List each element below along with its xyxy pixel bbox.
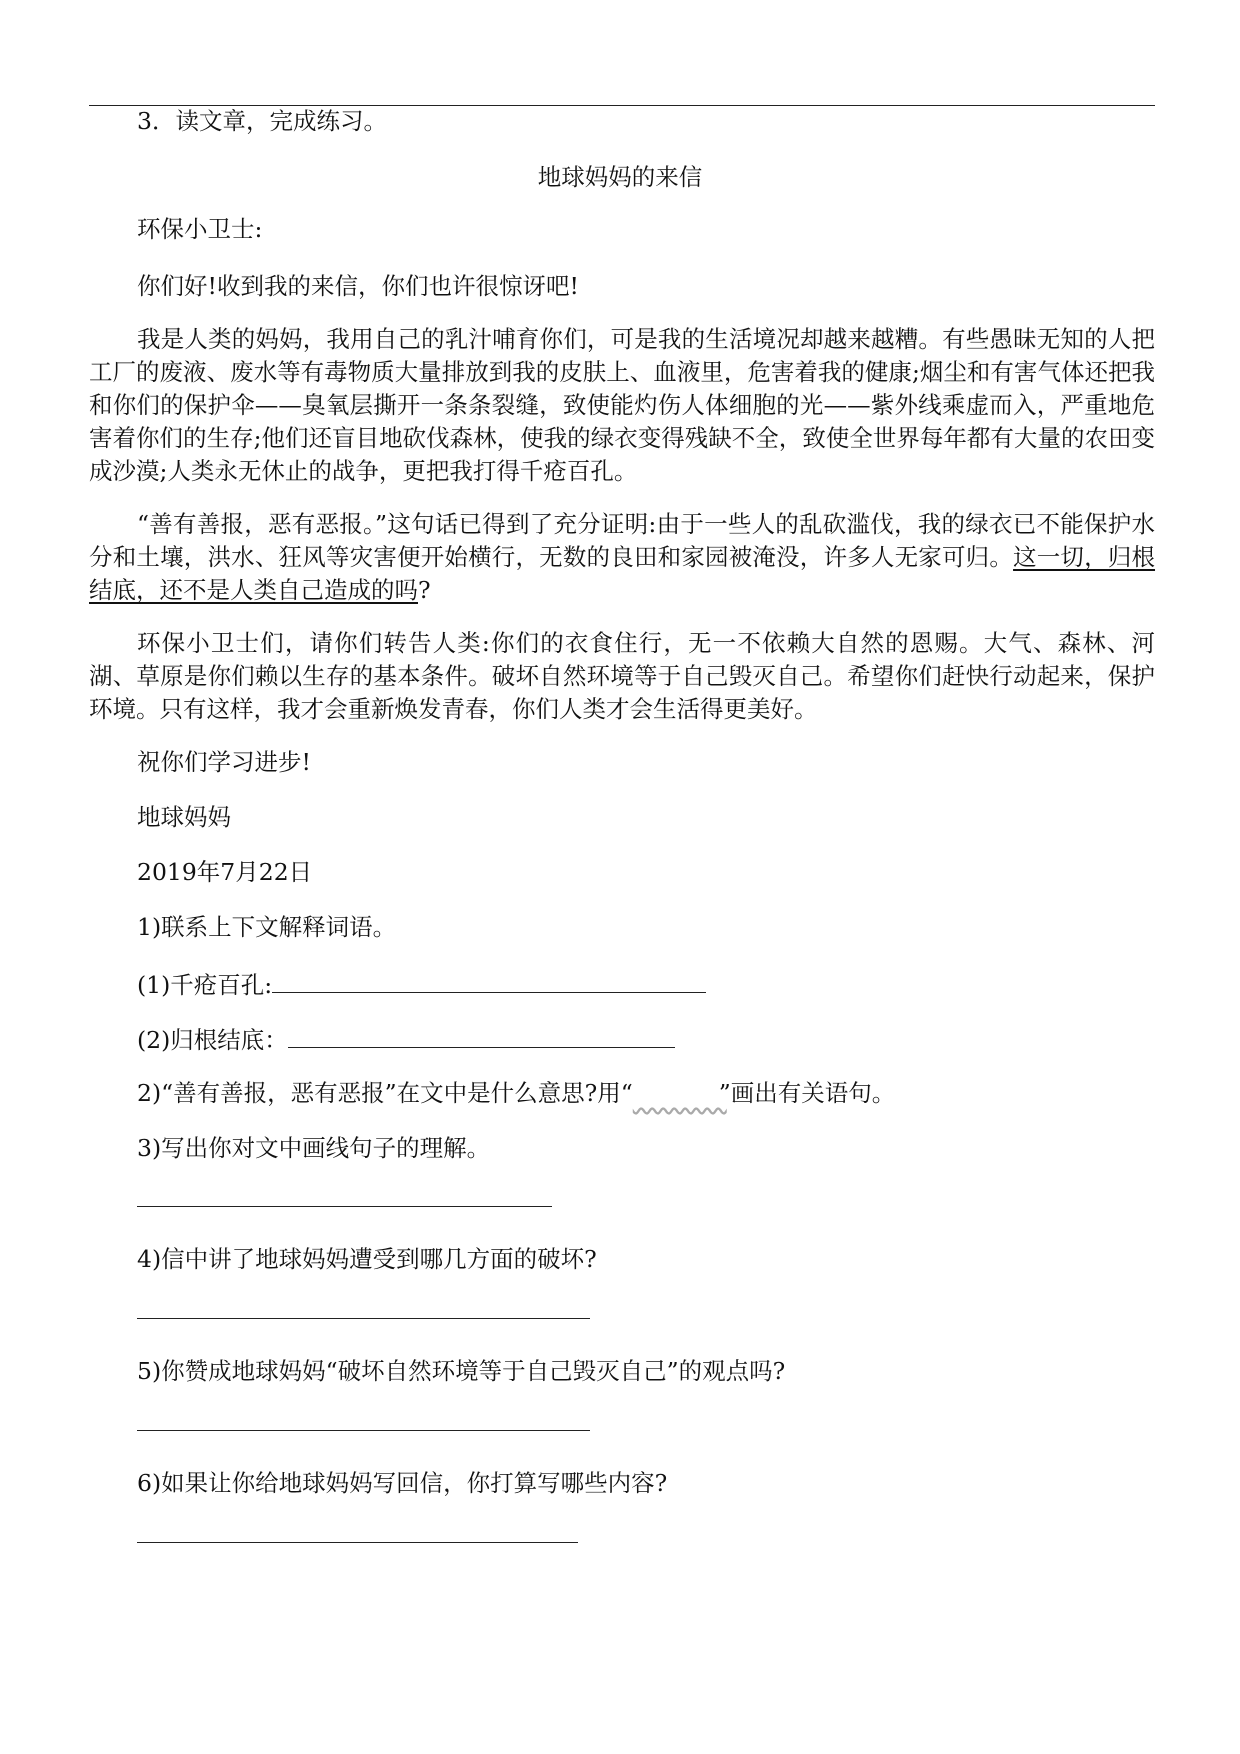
question-4: 4)信中讲了地球妈妈遭受到哪几方面的破坏? [137,1245,597,1273]
question-2-text-b: ”画出有关语句。 [718,1079,896,1107]
letter-greeting: 你们好!收到我的来信，你们也许很惊讶吧! [137,272,579,300]
question-1-2 [137,1023,675,1056]
question-1-1-label: (1)千疮百孔: [137,971,273,999]
letter-paragraph-2 [89,508,1155,607]
question-6: 6)如果让你给地球妈妈写回信，你打算写哪些内容? [137,1469,668,1497]
question-1: 1)联系上下文解释词语。 [137,913,397,941]
letter-signature: 地球妈妈 [137,803,231,831]
answer-blank-1-1[interactable] [272,968,706,993]
answer-line-3[interactable] [137,1206,552,1207]
question-5: 5)你赞成地球妈妈“破坏自然环境等于自己毁灭自己”的观点吗? [137,1357,786,1385]
underlined-sentence: 这一切，归根结底，还不是人类自己造成的吗 [89,543,1156,604]
wavy-line-mark [633,1078,719,1109]
letter-paragraph-3: 环保小卫士们，请你们转告人类:你们的衣食住行，无一不依赖大自然的恩赐。大气、森林、河湖、草原是你们赖以生存的基本条件。破坏自然环境等于自己毁灭自己。希望你们赶快行动起来，保护环境。只有这样，我才会重新焕发青春，你们人类才会生活得更美好。 [89,629,1155,723]
question-3: 3)写出你对文中画线句子的理解。 [137,1134,491,1162]
question-1-2-label: (2)归根结底： [137,1026,288,1054]
answer-line-4[interactable] [137,1318,590,1319]
answer-line-5[interactable] [137,1430,590,1431]
letter-closing: 祝你们学习进步! [137,748,311,776]
answer-line-6[interactable] [137,1542,578,1543]
question-1-1 [137,968,706,1001]
answer-blank-1-2[interactable] [288,1023,675,1048]
letter-date: 2019年7月22日 [137,858,313,886]
letter-paragraph-1: 我是人类的妈妈，我用自己的乳汁哺育你们，可是我的生活境况却越来越糟。有些愚昧无知的人把工厂的废液、废水等有毒物质大量排放到我的皮肤上、血液里，危害着我的健康;烟尘和有害气体还把我和你们的保护伞——臭氧层撕开一条条裂缝，致使能灼伤人体细胞的光——紫外线乘虚而入，严重地危害着你们的生存;他们还盲目地砍伐森林，使我的绿衣变得残缺不全，致使全世界每年都有大量的农田变成沙漠;人类永无休止的战争，更把我打得千疮百孔。 [89,325,1155,485]
question-2 [137,1078,895,1109]
question-header: 3．读文章，完成练习。 [137,107,387,135]
article-title: 地球妈妈的来信 [537,163,703,191]
paragraph-2-main: “善有善报，恶有恶报。”这句话已得到了充分证明:由于一些人的乱砍滥伐，我的绿衣已不能保护水分和土壤，洪水、狂风等灾害便开始横行，无数的良田和家园被淹没，许多人无家可归。 [89,510,1155,571]
paragraph-2-end: ? [418,576,431,604]
letter-salutation: 环保小卫士: [137,215,263,243]
question-2-text-a: 2)“善有善报，恶有恶报”在文中是什么意思?用“ [137,1079,633,1107]
